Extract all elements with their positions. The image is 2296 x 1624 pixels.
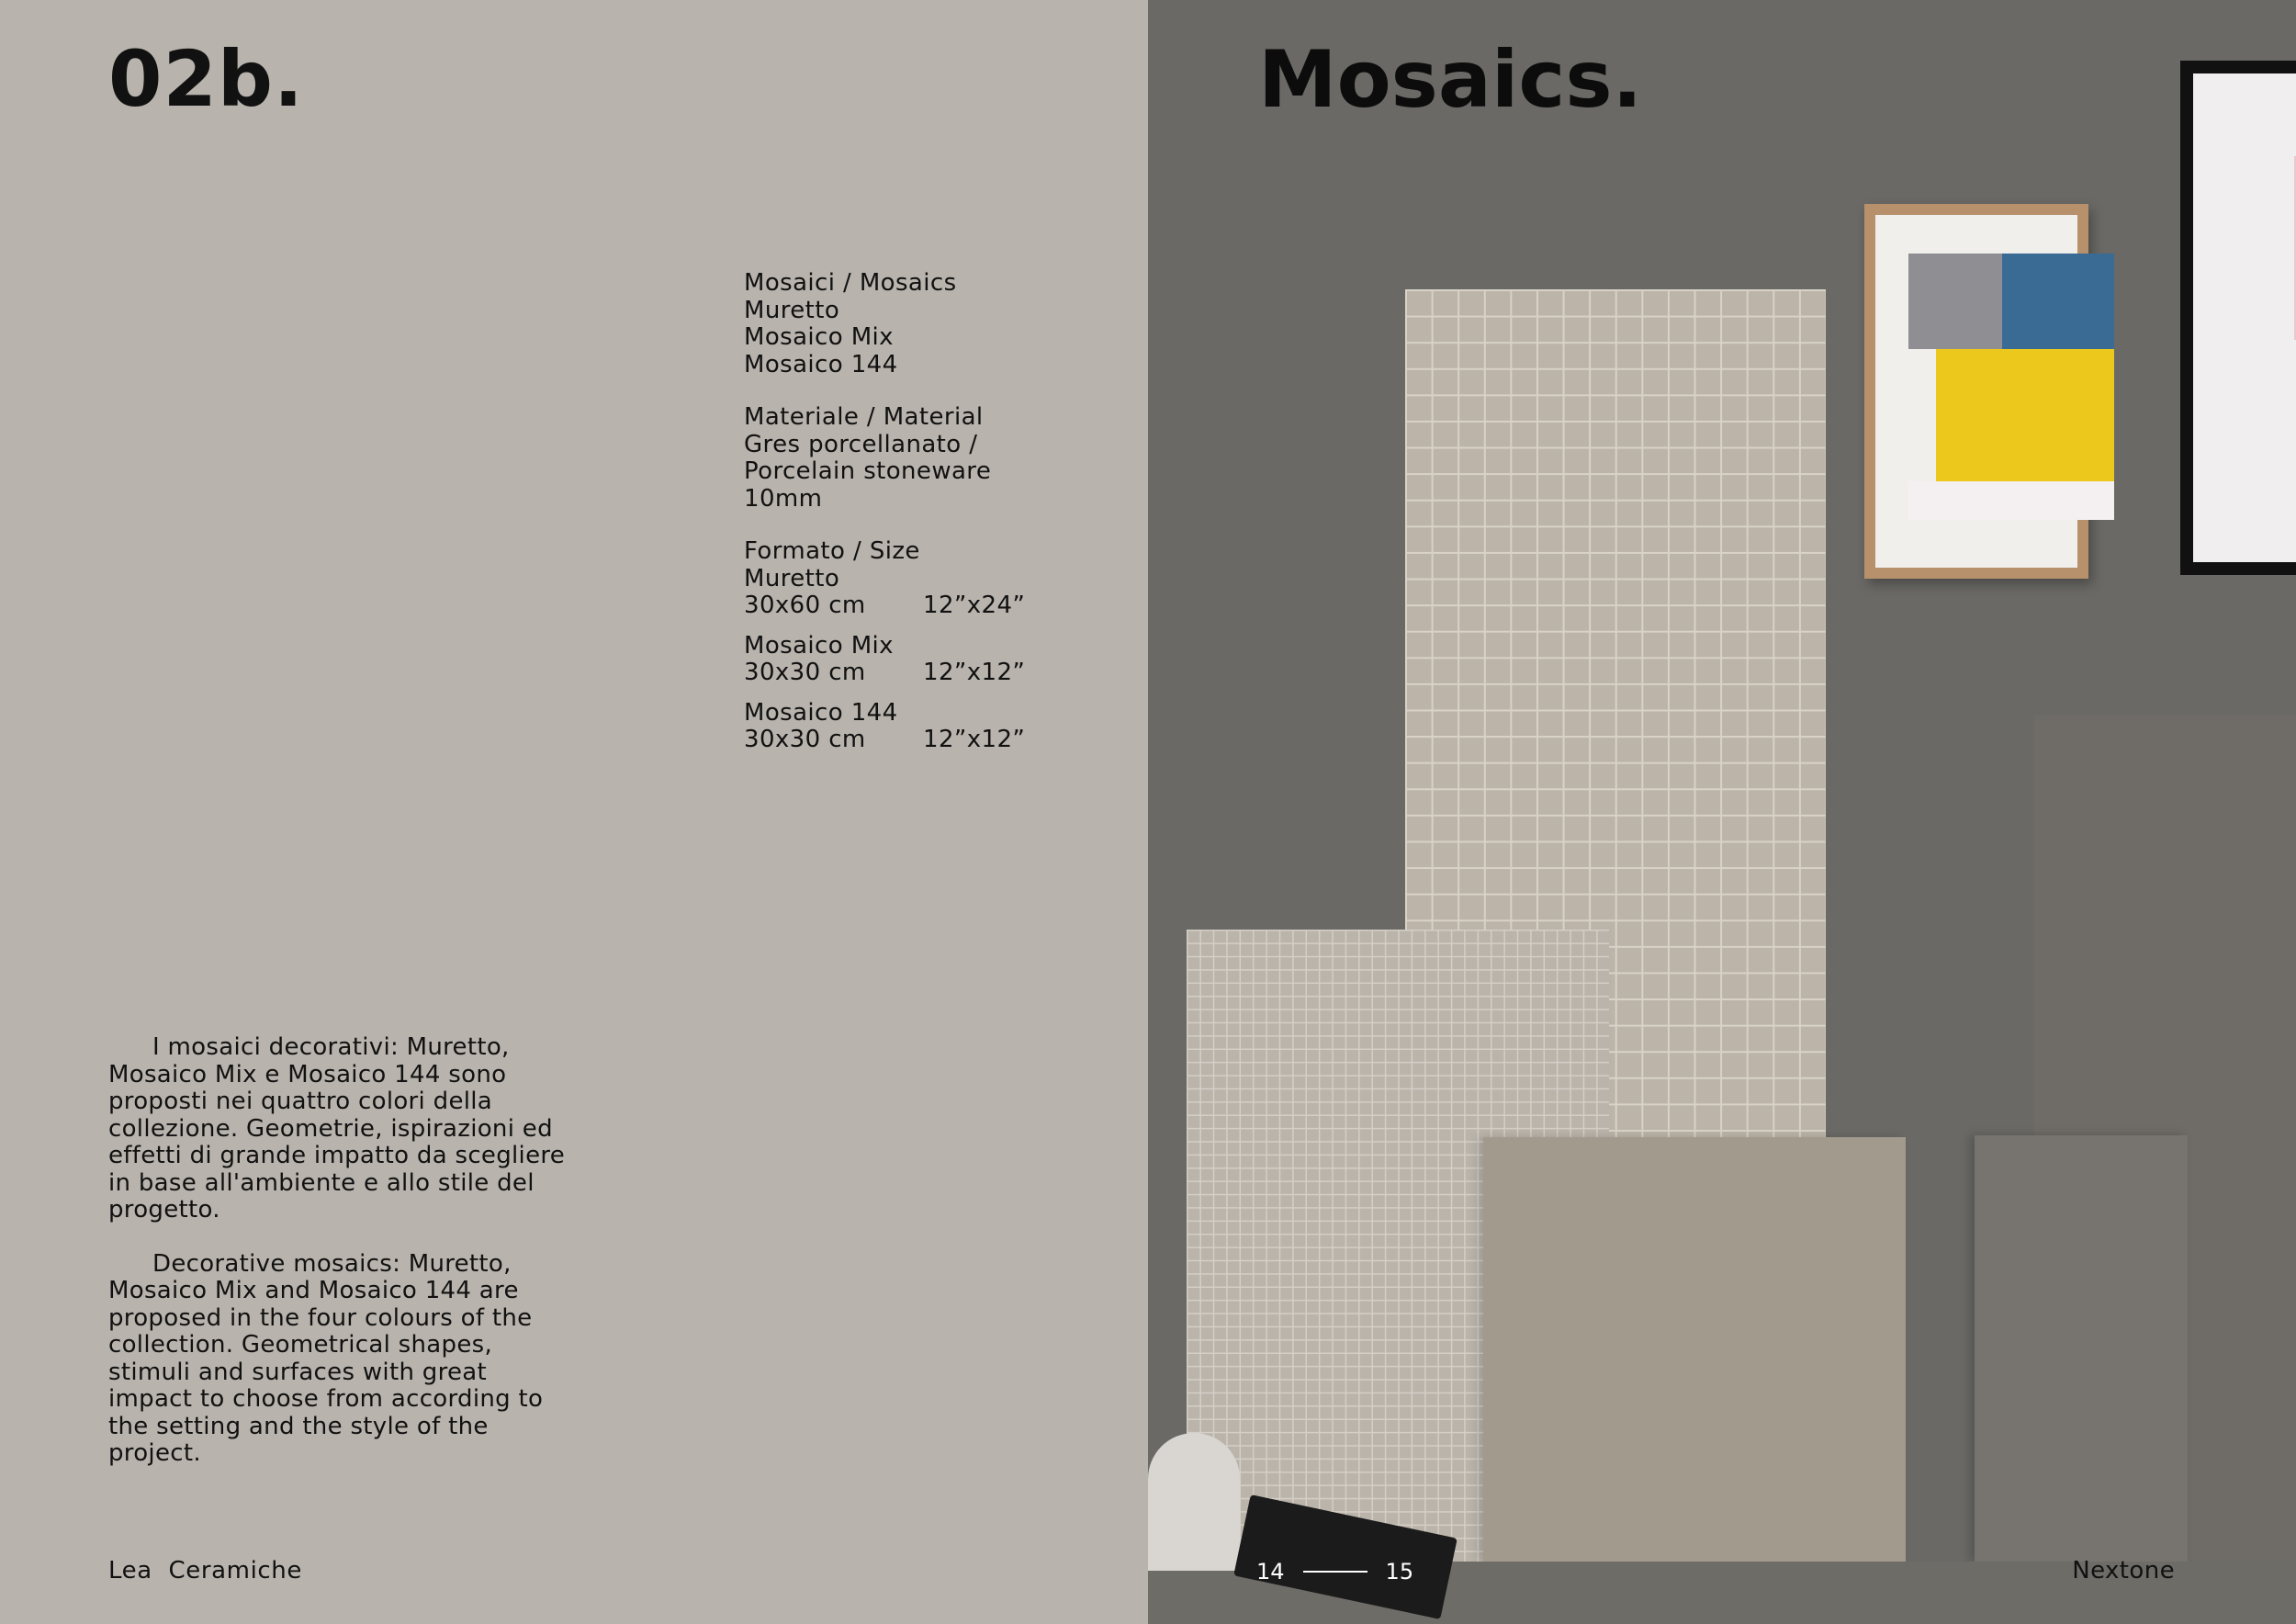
size-spec-mix <box>744 633 1047 687</box>
size-spec-144 <box>744 700 1047 754</box>
mosaic-item: Muretto <box>744 296 840 324</box>
body-italian: I mosaici decorativi: Muretto, Mosaico Mix e Mosaico 144 sono proposti nei quattro colori della collezione. Geometrie, ispirazioni ed effetti di grande impatto da scegliere in base all'ambiente e allo stile del progetto. <box>108 1033 566 1224</box>
body-text <box>108 1034 568 1494</box>
mosaics-heading: Mosaici / Mosaics <box>744 269 957 297</box>
material-line: 10mm <box>744 484 823 513</box>
black-frame-artwork <box>2180 61 2296 575</box>
page-numbers <box>1256 1559 1413 1585</box>
artwork-mat <box>2193 73 2296 562</box>
size-cm: 30x60 cm <box>744 592 866 619</box>
right-page <box>1148 0 2296 1624</box>
material-heading: Materiale / Material <box>744 403 984 431</box>
mosaic-item: Mosaico 144 <box>744 350 898 378</box>
mosaics-spec <box>744 270 1047 378</box>
beige-tile <box>1483 1137 1906 1562</box>
dark-tile-front <box>1975 1135 2188 1562</box>
material-line: Porcelain stoneware <box>744 457 992 485</box>
size-name: Muretto <box>744 564 840 592</box>
size-row <box>744 727 1047 754</box>
page-title: Mosaics. <box>1258 34 1643 126</box>
mosaic-item: Mosaico Mix <box>744 323 894 351</box>
collection-footer: Nextone <box>2072 1557 2175 1585</box>
brand-footer: Lea Ceramiche <box>108 1557 302 1585</box>
page-number-right: 15 <box>1385 1559 1414 1585</box>
size-row <box>744 592 1047 620</box>
material-line: Gres porcellanato / <box>744 430 978 458</box>
size-cm: 30x30 cm <box>744 726 866 753</box>
size-inch: 12”x12” <box>923 726 1026 753</box>
material-spec <box>744 404 1047 513</box>
clock-icon <box>1148 1433 1240 1571</box>
page-number-left: 14 <box>1256 1559 1285 1585</box>
section-number: 02b. <box>108 34 304 124</box>
size-inch: 12”x12” <box>923 659 1026 686</box>
size-cm: 30x30 cm <box>744 659 866 686</box>
size-spec-muretto <box>744 538 1047 620</box>
artwork-mat <box>1875 215 2077 568</box>
spec-block <box>744 270 1047 767</box>
wood-frame-artwork <box>1864 204 2088 579</box>
body-english: Decorative mosaics: Muretto, Mosaico Mix and Mosaico 144 are proposed in the four colours of the collection. Geometrical shapes, stimuli and surfaces with great impact to choose from according to the setting and the style of the project. <box>108 1249 544 1467</box>
size-name: Mosaico Mix <box>744 631 894 660</box>
size-row <box>744 660 1047 687</box>
size-heading: Formato / Size <box>744 537 920 565</box>
page-number-divider <box>1303 1571 1367 1573</box>
size-inch: 12”x24” <box>923 592 1026 619</box>
size-name: Mosaico 144 <box>744 698 898 727</box>
